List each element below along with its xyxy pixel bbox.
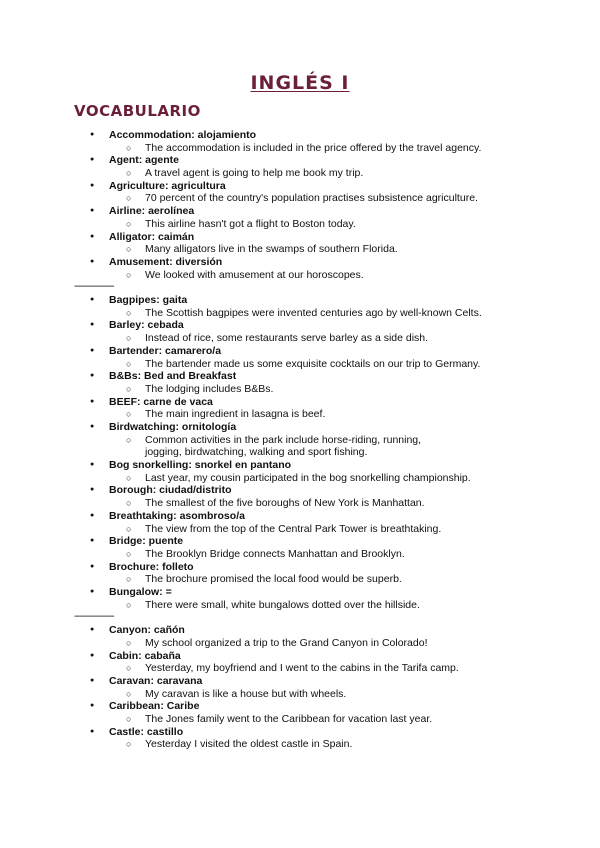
- example-sentence: ○ The Jones family went to the Caribbean for vacation last year.: [145, 713, 600, 726]
- vocabulary-entry: [0, 700, 600, 725]
- vocabulary-entry: [0, 205, 600, 230]
- vocabulary-term: ● Bog snorkelling: snorkel en pantano: [109, 459, 600, 472]
- example-sentence: ○ My caravan is like a house but with wheels.: [145, 688, 600, 701]
- vocabulary-entry: [0, 586, 600, 611]
- vocabulary-entry: [0, 129, 600, 154]
- vocabulary-term: ● Bridge: puente: [109, 535, 600, 548]
- example-sentence: ○ The brochure promised the local food would be superb.: [145, 573, 600, 586]
- example-sentence: ○ Yesterday I visited the oldest castle in Spain.: [145, 738, 600, 751]
- vocabulary-entry: [0, 510, 600, 535]
- vocabulary-entry: [0, 319, 600, 344]
- vocabulary-term: ● Breathtaking: asombroso/a: [109, 510, 600, 523]
- example-sentence: jogging, birdwatching, walking and sport fishing.: [145, 446, 368, 459]
- page-title-text: INGLÉS I: [250, 72, 350, 94]
- example-sentence: ○ Many alligators live in the swamps of southern Florida.: [145, 243, 600, 256]
- vocabulary-term: ● Bartender: camarero/a: [109, 345, 600, 358]
- vocabulary-entry: [0, 675, 600, 700]
- vocabulary-list: [0, 129, 600, 751]
- vocabulary-term: ● BEEF: carne de vaca: [109, 396, 600, 409]
- vocabulary-entry: [0, 231, 600, 256]
- example-sentence: ○ 70 percent of the country's population practises subsistence agriculture.: [145, 192, 600, 205]
- vocabulary-term: ● Canyon: cañón: [109, 624, 600, 637]
- vocabulary-entry: [0, 624, 600, 649]
- vocabulary-entry: [0, 421, 600, 459]
- vocabulary-term: ● B&Bs: Bed and Breakfast: [109, 370, 600, 383]
- vocabulary-entry: [0, 726, 600, 751]
- example-sentence: ○ Last year, my cousin participated in the bog snorkelling championship.: [145, 472, 600, 485]
- example-sentence: ○ Yesterday, my boyfriend and I went to the cabins in the Tarifa camp.: [145, 662, 600, 675]
- vocabulary-term: ● Birdwatching: ornitología: [109, 421, 600, 434]
- vocabulary-term: ● Caribbean: Caribe: [109, 700, 600, 713]
- example-sentence: ○ This airline hasn't got a flight to Boston today.: [145, 218, 600, 231]
- vocabulary-term: ● Castle: castillo: [109, 726, 600, 739]
- example-sentence: ○ Instead of rice, some restaurants serve barley as a side dish.: [145, 332, 600, 345]
- vocabulary-entry: [0, 154, 600, 179]
- vocabulary-entry: [0, 484, 600, 509]
- vocabulary-entry: [0, 561, 600, 586]
- vocabulary-term: ● Amusement: diversión: [109, 256, 600, 269]
- example-sentence: ○ The main ingredient in lasagna is beef.: [145, 408, 600, 421]
- example-sentence: ○ A travel agent is going to help me book my trip.: [145, 167, 600, 180]
- vocabulary-term: ● Brochure: folleto: [109, 561, 600, 574]
- separator-line: -----------------: [74, 611, 114, 623]
- vocabulary-term: ● Caravan: caravana: [109, 675, 600, 688]
- example-sentence: ○ The accommodation is included in the price offered by the travel agency.: [145, 142, 600, 155]
- vocabulary-term: ● Bagpipes: gaita: [109, 294, 600, 307]
- vocabulary-term: ● Accommodation: alojamiento: [109, 129, 600, 142]
- example-sentence: ○ Common activities in the park include horse-riding, running,: [145, 434, 600, 447]
- vocabulary-term: ● Borough: ciudad/distrito: [109, 484, 600, 497]
- separator-line: -----------------: [74, 281, 114, 293]
- vocabulary-term: ● Barley: cebada: [109, 319, 600, 332]
- example-sentence: ○ The view from the top of the Central Park Tower is breathtaking.: [145, 523, 600, 536]
- example-sentence: ○ There were small, white bungalows dotted over the hillside.: [145, 599, 600, 612]
- vocabulary-entry: [0, 370, 600, 395]
- vocabulary-term: ● Airline: aerolínea: [109, 205, 600, 218]
- example-sentence: ○ The bartender made us some exquisite cocktails on our trip to Germany.: [145, 358, 600, 371]
- example-sentence: ○ We looked with amusement at our horoscopes.: [145, 269, 600, 282]
- example-sentence: ○ The Scottish bagpipes were invented centuries ago by well-known Celts.: [145, 307, 600, 320]
- vocabulary-entry: [0, 180, 600, 205]
- example-sentence: ○ The smallest of the five boroughs of New York is Manhattan.: [145, 497, 600, 510]
- vocabulary-term: ● Alligator: caimán: [109, 231, 600, 244]
- vocabulary-entry: [0, 459, 600, 484]
- vocabulary-entry: [0, 256, 600, 281]
- vocabulary-entry: [0, 396, 600, 421]
- vocabulary-entry: [0, 535, 600, 560]
- example-sentence: ○ My school organized a trip to the Grand Canyon in Colorado!: [145, 637, 600, 650]
- page-title: [0, 72, 600, 94]
- vocabulary-term: ● Agent: agente: [109, 154, 600, 167]
- vocabulary-term: ● Bungalow: =: [109, 586, 600, 599]
- vocabulary-term: ● Agriculture: agricultura: [109, 180, 600, 193]
- vocabulary-term: ● Cabin: cabaña: [109, 650, 600, 663]
- vocabulary-entry: [0, 345, 600, 370]
- example-sentence: ○ The lodging includes B&Bs.: [145, 383, 600, 396]
- section-heading: VOCABULARIO: [74, 102, 201, 120]
- vocabulary-entry: [0, 650, 600, 675]
- example-sentence: ○ The Brooklyn Bridge connects Manhattan and Brooklyn.: [145, 548, 600, 561]
- vocabulary-entry: [0, 294, 600, 319]
